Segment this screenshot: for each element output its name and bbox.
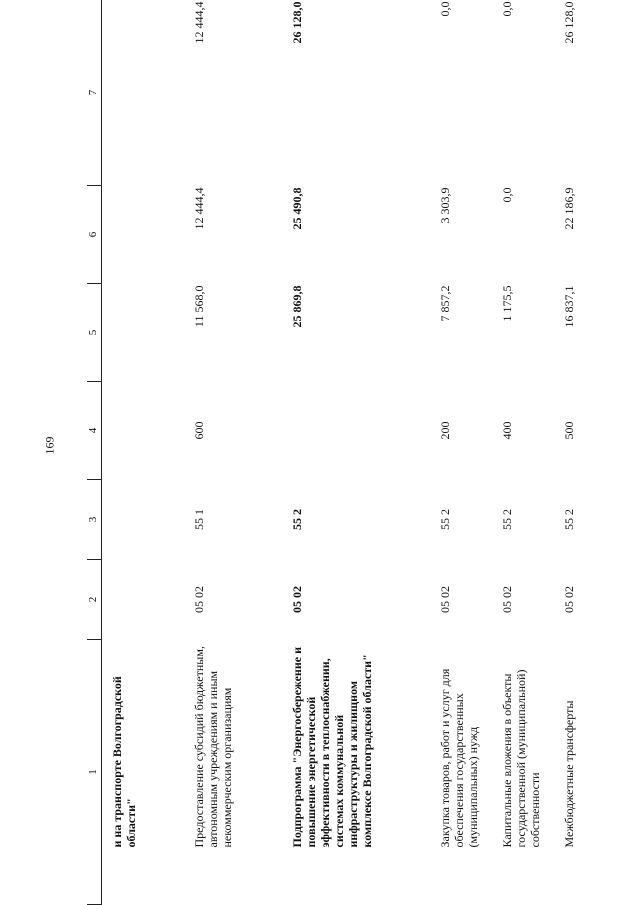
program-code: 55 2 xyxy=(562,509,576,530)
budget-table-rotated xyxy=(87,0,640,905)
section-code xyxy=(102,560,193,640)
value-col5: 11 568,0 xyxy=(192,285,206,328)
row-name: Предоставление субсидий бюджетным, автономным учреждениям и иным некоммерческим организациям xyxy=(192,646,234,848)
row-name: Капитальные вложения в объекты государственной (муниципальной) собственности xyxy=(500,669,542,848)
page-number: 169 xyxy=(42,436,57,455)
column-header: 6 xyxy=(87,186,102,284)
section-code: 05 02 xyxy=(192,586,206,613)
value-col6: 22 186,9 xyxy=(562,187,576,230)
column-header: 7 xyxy=(87,0,102,186)
value-col7: 26 128,0 xyxy=(290,1,304,44)
table-row xyxy=(500,0,562,905)
program-code xyxy=(102,480,193,560)
table-row xyxy=(290,0,438,905)
expense-type xyxy=(102,382,193,480)
table-row xyxy=(192,0,290,905)
budget-table xyxy=(87,0,592,905)
value-col7: 0,0 xyxy=(500,1,514,17)
value-col5: 1 175,5 xyxy=(500,285,514,322)
column-header: 3 xyxy=(87,480,102,560)
column-header: 5 xyxy=(87,284,102,382)
section-code: 05 02 xyxy=(562,586,576,613)
column-header: 4 xyxy=(87,382,102,480)
program-code: 55 2 xyxy=(438,509,452,530)
table-row xyxy=(562,0,592,905)
row-name: Подпрограмма "Энергосбережение и повышение энергетической эффективности в теплоснабжении, системах коммунальной инфраструктуры и жилищном комплексе Волгоградской области" xyxy=(290,647,374,848)
value-col7 xyxy=(102,0,193,186)
column-header: 1 xyxy=(87,640,102,905)
value-col6: 3 303,9 xyxy=(438,187,452,224)
value-col6: 25 490,8 xyxy=(290,187,304,230)
expense-type: 600 xyxy=(192,421,206,440)
table-header-row xyxy=(87,0,102,905)
value-col7: 26 128,0 xyxy=(562,1,576,44)
program-code: 55 2 xyxy=(290,509,304,530)
section-code: 05 02 xyxy=(438,586,452,613)
value-col7: 12 444,4 xyxy=(192,1,206,44)
program-code: 55 2 xyxy=(500,509,514,530)
value-col6: 0,0 xyxy=(500,187,514,203)
program-code: 55 1 xyxy=(192,509,206,530)
value-col6: 12 444,4 xyxy=(192,187,206,230)
value-col6 xyxy=(102,186,193,284)
value-col5 xyxy=(102,284,193,382)
value-col5: 16 837,1 xyxy=(562,285,576,328)
row-name: Межбюджетные трансферты xyxy=(562,700,576,848)
expense-type: 400 xyxy=(500,421,514,440)
column-header: 2 xyxy=(87,560,102,640)
value-col7: 0,0 xyxy=(438,1,452,17)
expense-type xyxy=(290,382,438,480)
section-code: 05 02 xyxy=(290,586,304,613)
table-row xyxy=(102,0,193,905)
value-col5: 25 869,8 xyxy=(290,285,304,328)
expense-type: 200 xyxy=(438,421,452,440)
table-row xyxy=(438,0,500,905)
row-name: Закупка товаров, работ и услуг для обеспечения государственных (муниципальных) нужд xyxy=(438,668,480,848)
row-name: и на транспорте Волгоградской области" xyxy=(110,676,138,848)
value-col5: 7 857,2 xyxy=(438,285,452,322)
expense-type: 500 xyxy=(562,421,576,440)
section-code: 05 02 xyxy=(500,586,514,613)
